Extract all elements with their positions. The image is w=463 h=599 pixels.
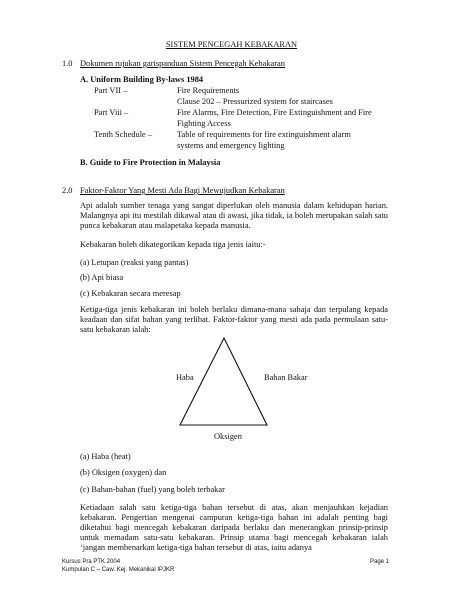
- row-text-part-viii-2: Fighting Access: [177, 119, 231, 128]
- row-text-part-vii-1: Fire Requirements: [177, 86, 240, 95]
- paragraph-1: Api adalah sumber tenaga yang sangat diperlukan oleh manusia dalam kehidupan harian. Malangnya api itu mestilah dikawal atau di awasi, jika tidak, ia boleh merupakan salah satu punca kebakaran atau malapetaka kepada manusia.: [80, 201, 388, 230]
- footer-group: Kumpulan C – Caw. Kej. Mekanikal IPJKR: [62, 567, 175, 573]
- row-text-tenth-schedule-1: Table of requirements for fire extinguishment alarm: [177, 130, 351, 139]
- document-title: SISTEM PENCEGAH KEBAKARAN: [165, 40, 298, 49]
- row-text-part-vii-2: Clause 202 – Pressurized system for staircases: [177, 97, 333, 106]
- paragraph-2: Kebakaran boleh dikategorikan kepada tiga jenis iaitu:-: [80, 240, 266, 249]
- triangle-label-heat: Haba: [176, 373, 194, 382]
- footer-page-number: Page 1: [370, 559, 390, 565]
- factor-oxygen: (b) Oksigen (oxygen) dan: [80, 468, 167, 477]
- row-text-part-viii-1: Fire Alarms, Fire Detection, Fire Extinguishment and Fire: [177, 108, 372, 117]
- row-text-tenth-schedule-2: systems and emergency lighting: [177, 141, 285, 150]
- row-label-tenth-schedule: Tenth Schedule –: [94, 130, 153, 139]
- factor-fuel: (c) Bahan-bahan (fuel) yang boleh terbakar: [80, 485, 225, 494]
- section-2-number: 2.0: [62, 186, 73, 195]
- subsection-a-title: A. Uniform Building By-laws 1984: [80, 75, 204, 84]
- section-1-heading: Dokumen rujukan garispanduan Sistem Pencegah Kebakaran: [80, 59, 285, 68]
- section-2-heading: Faktor-Faktor Yang Mesti Ada Bagi Mewujudkan Kebakaran: [80, 186, 285, 195]
- triangle-label-fuel: Bahan Bakar: [264, 373, 308, 382]
- section-1-number: 1.0: [62, 59, 73, 68]
- paragraph-3: Ketiga-tiga jenis kebakaran ini boleh berlaku dimana-mana sahaja dan terpulang kepada keadaan dan sifat bahan yang terlibat. Faktor-faktor yang mesti ada pada permulaan satu-satu kebakaran ialah:: [80, 305, 388, 334]
- subsection-b-title: B. Guide to Fire Protection in Malaysia: [80, 158, 221, 167]
- category-c: (c) Kebakaran secara meresap: [80, 289, 181, 298]
- triangle-label-oxygen: Oksigen: [214, 432, 242, 441]
- category-a: (a) Letupan (reaksi yang pantas): [80, 258, 189, 267]
- paragraph-4: Ketiadaan salah satu ketiga-tiga bahan tersebut di atas, akan menjauhkan kejadian kebakaran. Pengertian mengenai campuran ketiga-tiga bahan ini adalah penting bagi diketahui bagi mencegah kebakaran daripada berlaku dan menerangkan prinsip-prinsip untuk memadam satu-satu kebakaran. Prinsip utama bagi mencegah kebakaran ialah ‘jangan membenarkan ketiga-tiga bahan tersebut di atas, iaitu adanya: [80, 503, 388, 552]
- factor-heat: (a) Haba (heat): [80, 452, 131, 461]
- footer-course: Kursus Pra PTK 2004: [62, 559, 121, 565]
- row-label-part-viii: Part Viii –: [94, 108, 129, 117]
- row-label-part-vii: Part VII –: [94, 86, 128, 95]
- category-b: (b) Api biasa: [80, 273, 124, 282]
